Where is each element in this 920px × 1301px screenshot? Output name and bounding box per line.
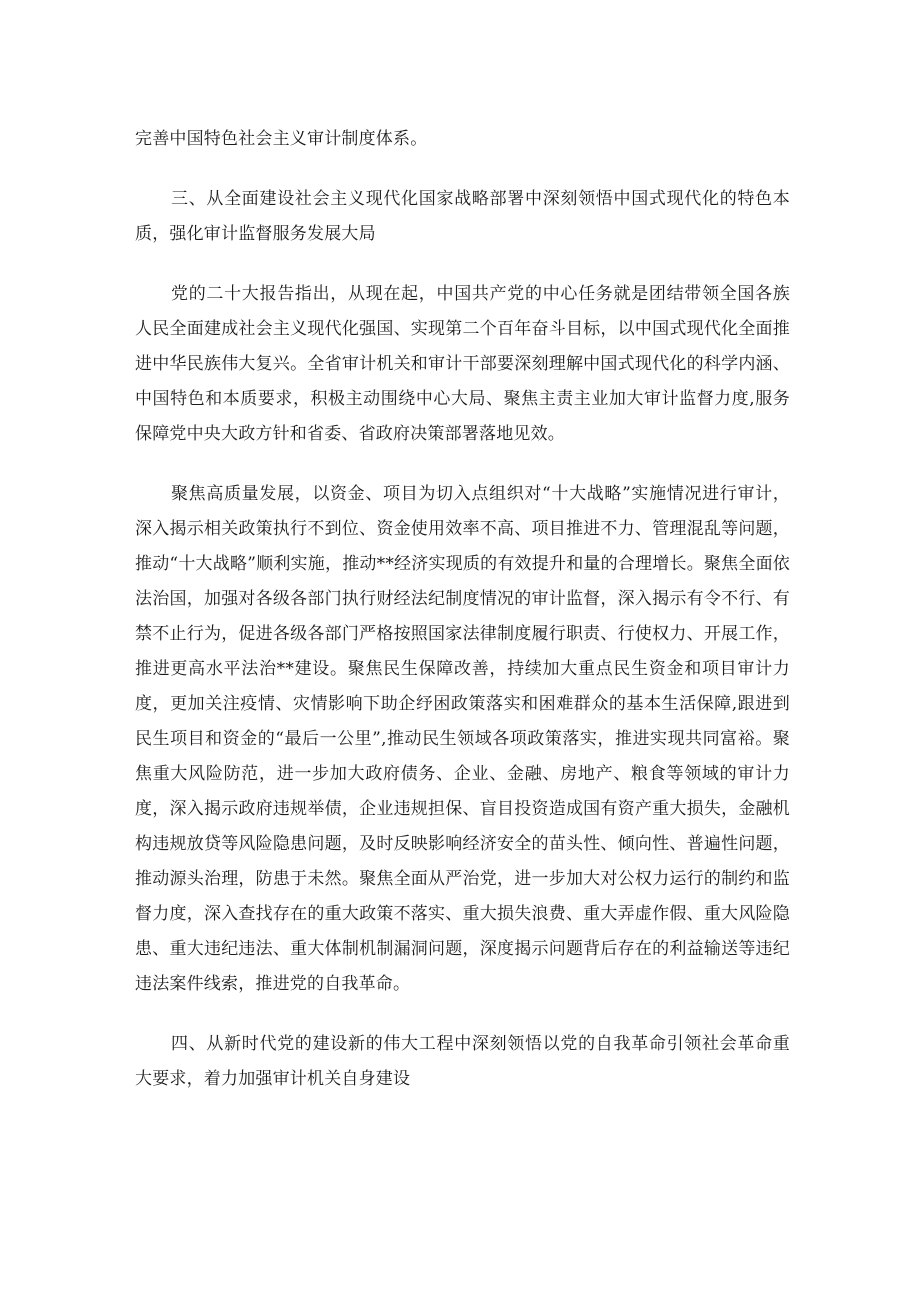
paragraph-focus-areas: 聚焦高质量发展，以资金、项目为切入点组织对“十大战略”实施情况进行审计，深入揭示相关政策执行不到位、资金使用效率不高、项目推进不力、管理混乱等问题，推动“十大战略”顺利实施，推动**经济实现质的有效提升和量的合理增长。聚焦全面依法治国，加强对各级各部门执行财经法纪制度情况的审计监督，深入揭示有令不行、有禁不止行为，促进各级各部门严格按照国家法律制度履行职责、行使权力、开展工作，推进更高水平法治**建设。聚焦民生保障改善，持续加大重点民生资金和项目审计力度，更加关注疫情、灾情影响下助企纾困政策落实和困难群众的基本生活保障,跟进到民生项目和资金的“最后一公里”,推动民生领域各项政策落实，推进实现共同富裕。聚焦重大风险防范，进一步加大政府债务、企业、金融、房地产、粮食等领域的审计力度，深入揭示政府违规举债，企业违规担保、盲目投资造成国有资产重大损失，金融机构违规放贷等风险隐患问题，及时反映影响经济安全的苗头性、倾向性、普遍性问题，推动源头治理，防患于未然。聚焦全面从严治党，进一步加大对公权力运行的制约和监督力度，深入查找存在的重大政策不落实、重大损失浪费、重大弄虚作假、重大风险隐患、重大违纪违法、重大体制机制漏洞问题，深度揭示问题背后存在的利益输送等违纪违法案件线索，推进党的自我革命。: [135, 484, 790, 994]
paragraph-report: 党的二十大报告指出，从现在起，中国共产党的中心任务就是团结带领全国各族人民全面建成社会主义现代化强国、实现第二个百年奋斗目标，以中国式现代化全面推进中华民族伟大复兴。全省审计机关和审计干部要深刻理解中国式现代化的科学内涵、中国特色和本质要求，积极主动围绕中心大局、聚焦主责主业加大审计监督力度,服务保障党中央大政方针和省委、省政府决策部署落地见效。: [135, 284, 790, 444]
paragraph-continuation: 完善中国特色社会主义审计制度体系。: [135, 129, 428, 149]
section-heading-three: 三、从全面建设社会主义现代化国家战略部署中深刻领悟中国式现代化的特色本质，强化审计监督服务发展大局: [135, 189, 790, 244]
section-heading-four: 四、从新时代党的建设新的伟大工程中深刻领悟以党的自我革命引领社会革命重大要求，着力加强审计机关自身建设: [135, 1034, 790, 1089]
